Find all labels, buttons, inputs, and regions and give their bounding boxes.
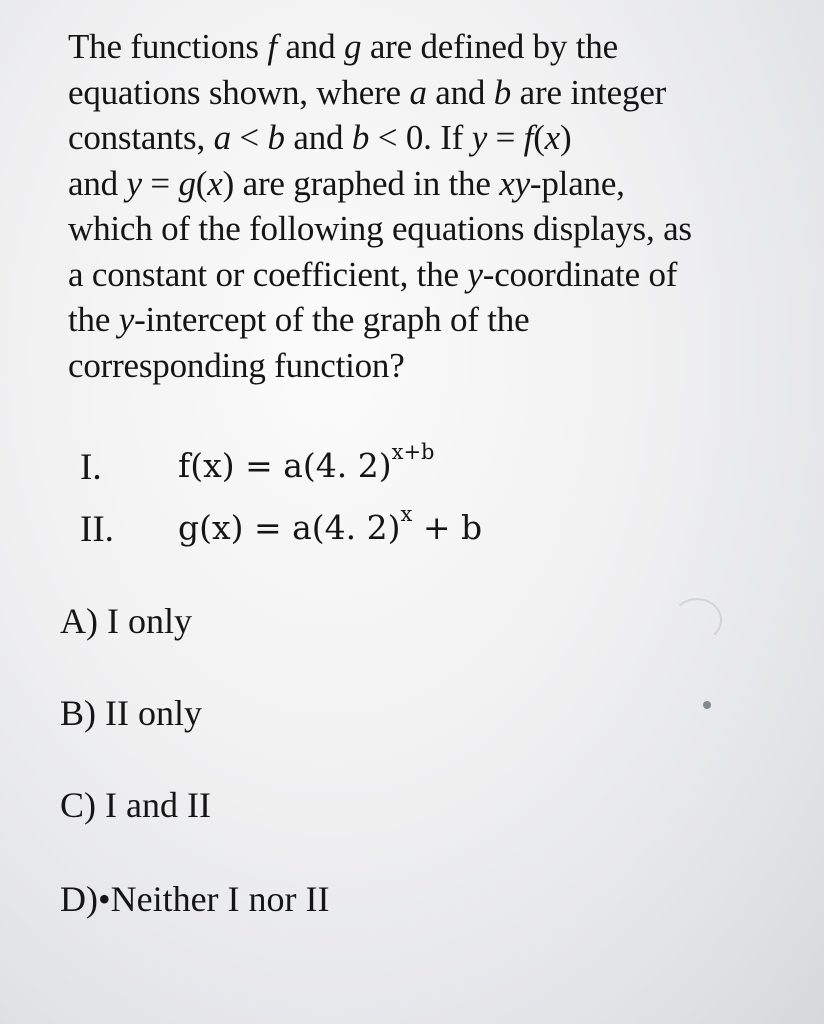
question-text: ) (560, 118, 572, 157)
question-stem (68, 24, 788, 388)
question-text: and (426, 72, 494, 112)
question-line (68, 206, 788, 252)
math-variable: g (178, 163, 196, 203)
choice-a[interactable]: A) I only (60, 601, 192, 641)
math-variable: y (126, 163, 142, 203)
question-text: < 0. If (369, 118, 472, 157)
math-variable: f (267, 27, 277, 66)
math-variable: y (467, 254, 483, 294)
question-text: = (487, 118, 524, 157)
statement-2-lhs: g(x) = a(4. 2) (178, 508, 401, 547)
question-line (68, 70, 788, 116)
question-text: a constant or coefficient, the (68, 254, 468, 294)
question-line (68, 24, 788, 70)
statement-1-numeral: I. (80, 447, 102, 488)
question-text: are defined by the (361, 27, 618, 66)
question-text: -plane, (529, 163, 625, 203)
statement-2-numeral: II. (80, 509, 114, 550)
statement-2-equation (178, 502, 483, 547)
question-text: and (68, 163, 127, 203)
statement-2-exponent: x (400, 502, 413, 526)
question-text: = (141, 163, 179, 203)
math-variable: b (267, 118, 285, 157)
question-text: ( (533, 118, 545, 157)
question-text: ) are graphed in the (222, 163, 500, 203)
question-text: the (68, 300, 119, 339)
math-variable: f (523, 118, 534, 157)
math-variable: y (471, 118, 488, 157)
statement-2 (0, 502, 824, 562)
math-variable: y (118, 300, 135, 339)
screen-smudge (672, 598, 722, 642)
statement-1-equation (178, 440, 435, 485)
math-variable: xy (499, 163, 530, 203)
question-text: < (230, 118, 268, 157)
question-text: constants, (68, 118, 214, 157)
question-line (68, 161, 788, 207)
question-text: and (276, 27, 344, 66)
math-variable: b (493, 72, 512, 112)
statement-1 (0, 440, 824, 500)
question-text: are integer (511, 72, 667, 112)
math-variable: b (351, 118, 370, 157)
math-variable: a (409, 72, 427, 112)
math-variable: g (343, 27, 362, 66)
question-text: The functions (68, 27, 268, 66)
choice-c[interactable]: C) I and II (60, 785, 211, 825)
question-text: -coordinate of (482, 254, 678, 294)
math-variable: x (207, 163, 223, 203)
question-line (68, 297, 788, 343)
question-text: -intercept of the graph of the (134, 300, 530, 339)
math-variable: a (213, 118, 231, 157)
question-line (68, 115, 788, 161)
question-text: equations shown, where (68, 72, 410, 112)
statement-2-tail: + b (412, 508, 483, 547)
screen-speck (703, 701, 711, 709)
choice-b[interactable]: B) II only (60, 693, 202, 733)
question-text: ( (195, 163, 208, 203)
question-line (68, 343, 788, 389)
math-variable: x (544, 118, 561, 157)
statement-1-lhs: f(x) = a(4. 2) (178, 446, 392, 485)
question-line (68, 252, 788, 298)
question-text: corresponding function? (68, 345, 405, 385)
question-text: which of the following equations displays, as (68, 209, 692, 248)
question-text: and (284, 118, 352, 157)
statement-1-exponent: x+b (391, 440, 435, 464)
choice-d[interactable]: D)•Neither I nor II (60, 879, 330, 919)
